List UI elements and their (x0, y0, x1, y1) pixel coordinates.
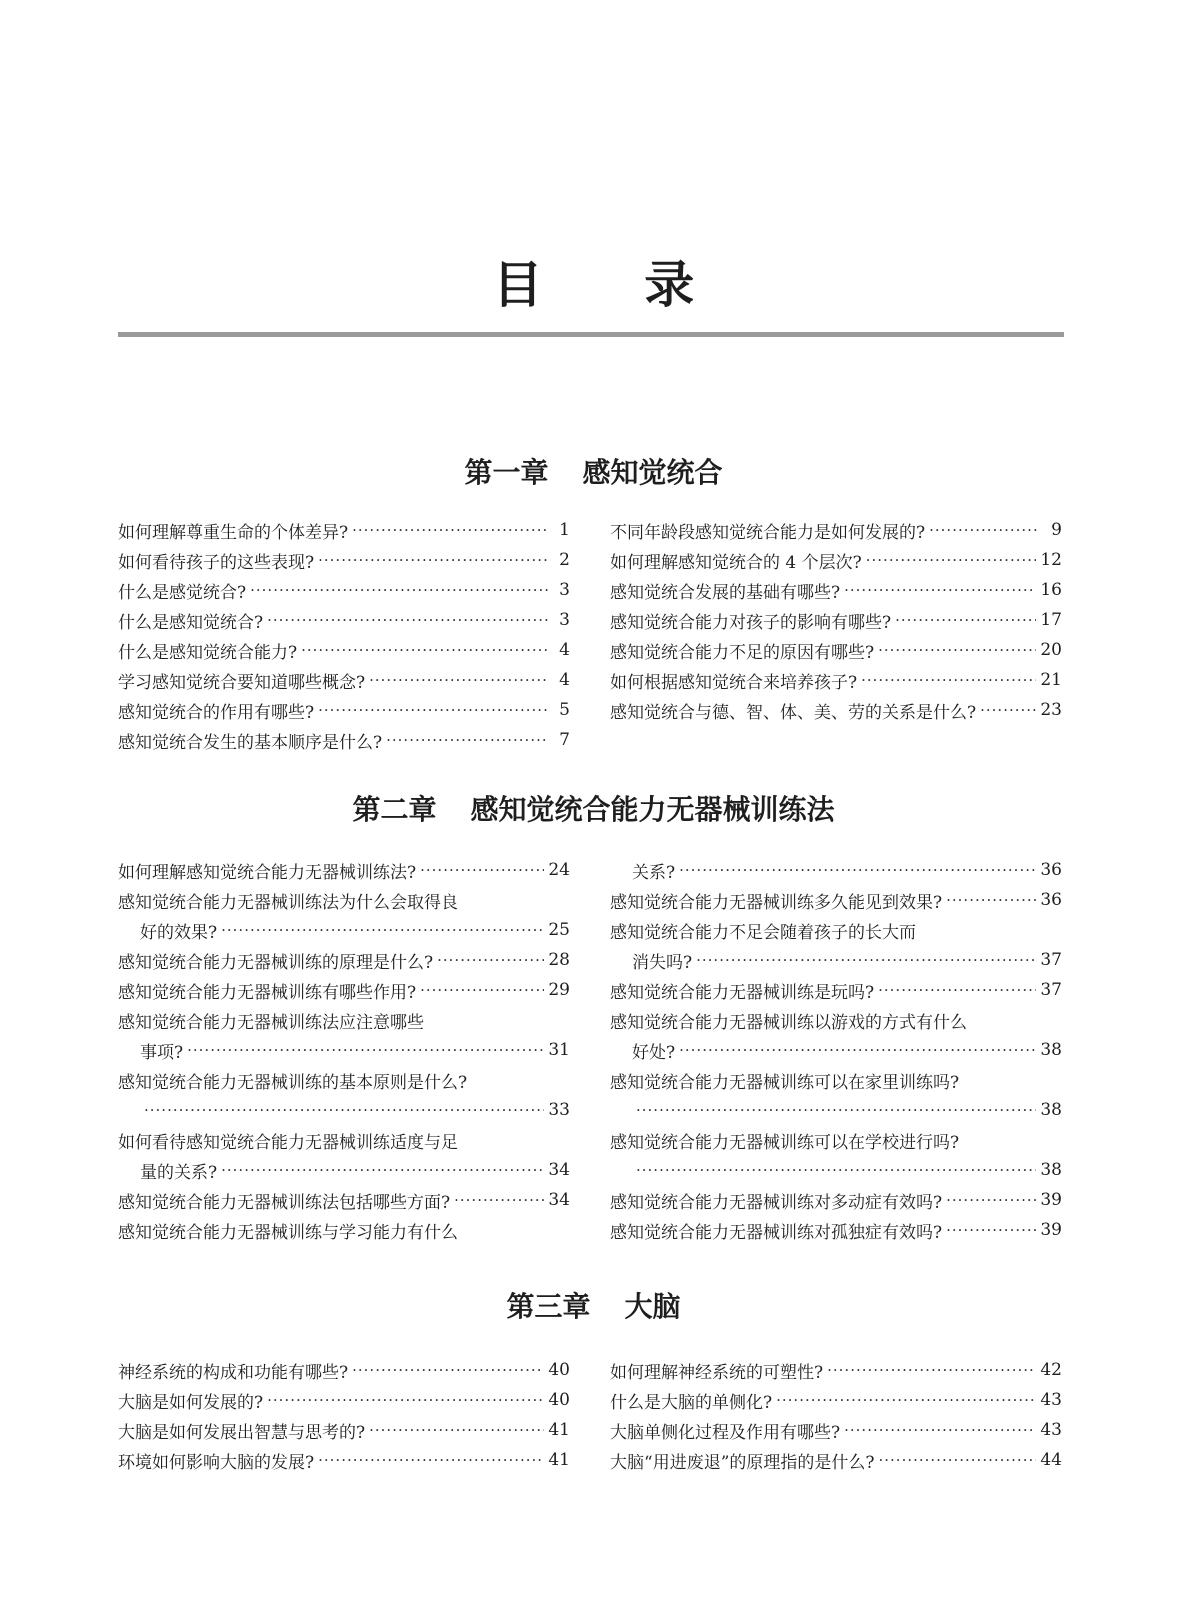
toc-entry-wrapped[interactable]: 感知觉统合能力无器械训练与学习能力有什么 (118, 1222, 458, 1243)
toc-entry[interactable]: 感知觉统合的作用有哪些? ····· 5 (118, 695, 570, 725)
toc-entry-continuation[interactable]: 关系? ····· 36 (610, 855, 1062, 885)
toc-entry[interactable]: 感知觉统合能力无器械训练有哪些作用? ····· 29 (118, 975, 570, 1005)
toc-entry-continuation[interactable]: 量的关系? ····· 34 (118, 1155, 570, 1185)
toc-entry[interactable]: 大脑是如何发展出智慧与思考的? ····· 41 (118, 1415, 570, 1445)
toc-entry-wrapped[interactable]: 感知觉统合能力无器械训练的基本原则是什么? (118, 1072, 468, 1093)
toc-entry[interactable]: 感知觉统合能力不足的原因有哪些? ····· 20 (610, 635, 1062, 665)
toc-entry[interactable]: 感知觉统合与德、智、体、美、劳的关系是什么? ····· 23 (610, 695, 1062, 725)
toc-entry[interactable]: 什么是大脑的单侧化? ····· 43 (610, 1385, 1062, 1415)
toc-entry[interactable]: 什么是感知觉统合? ····· 3 (118, 605, 570, 635)
chapter-number: 第一章 (464, 456, 549, 489)
toc-entry-wrapped[interactable]: 感知觉统合能力不足会随着孩子的长大而 (610, 922, 916, 943)
toc-entry[interactable]: 感知觉统合能力无器械训练是玩吗? ····· 37 (610, 975, 1062, 1005)
toc-entry[interactable]: 感知觉统合能力对孩子的影响有哪些? ····· 17 (610, 605, 1062, 635)
chapter-number: 第二章 (352, 793, 437, 826)
toc-entry-wrapped[interactable]: 感知觉统合能力无器械训练可以在家里训练吗? (610, 1072, 960, 1093)
toc-entry[interactable]: 感知觉统合发生的基本顺序是什么? ····· 7 (118, 725, 570, 755)
toc-entry-wrapped[interactable]: 感知觉统合能力无器械训练法应注意哪些 (118, 1012, 424, 1033)
toc-entry[interactable]: 学习感知觉统合要知道哪些概念? ····· 4 (118, 665, 570, 695)
chapter-title: 大脑 (624, 1290, 681, 1323)
chapter-2-heading (0, 790, 1187, 830)
toc-entry-wrapped[interactable]: 感知觉统合能力无器械训练可以在学校进行吗? (610, 1132, 960, 1153)
toc-entry-continuation[interactable]: 事项? ····· 31 (118, 1035, 570, 1065)
toc-entry-wrapped[interactable]: 感知觉统合能力无器械训练以游戏的方式有什么 (610, 1012, 967, 1033)
toc-entry[interactable]: 感知觉统合能力无器械训练对多动症有效吗? ····· 39 (610, 1185, 1062, 1215)
toc-entry[interactable]: 如何理解神经系统的可塑性? ····· 42 (610, 1355, 1062, 1385)
toc-entry-continuation[interactable]: ····· 33 (118, 1095, 570, 1125)
toc-entry[interactable]: 神经系统的构成和功能有哪些? ····· 40 (118, 1355, 570, 1385)
toc-entry[interactable]: 如何根据感知觉统合来培养孩子? ····· 21 (610, 665, 1062, 695)
chapter-title: 感知觉统合能力无器械训练法 (470, 793, 835, 826)
toc-entry[interactable]: 如何看待孩子的这些表现? ····· 2 (118, 545, 570, 575)
title-divider (118, 332, 1064, 337)
chapter-title: 感知觉统合 (582, 456, 723, 489)
chapter-1-heading (0, 453, 1187, 493)
toc-entry[interactable]: 环境如何影响大脑的发展? ····· 41 (118, 1445, 570, 1475)
toc-entry-continuation[interactable]: 好的效果? ····· 25 (118, 915, 570, 945)
chapter-3-right-column (610, 1355, 1062, 1475)
chapter-1-right-column (610, 515, 1062, 725)
toc-entry[interactable]: 感知觉统合能力无器械训练对孤独症有效吗? ····· 39 (610, 1215, 1062, 1245)
chapter-2-right-column (610, 855, 1062, 1245)
toc-entry[interactable]: 大脑单侧化过程及作用有哪些? ····· 43 (610, 1415, 1062, 1445)
toc-entry-wrapped[interactable]: 感知觉统合能力无器械训练法为什么会取得良 (118, 892, 458, 913)
chapter-1-left-column (118, 515, 570, 755)
chapter-3-heading (0, 1287, 1187, 1327)
page-title: 目 录 (492, 256, 737, 314)
toc-entry[interactable]: 不同年龄段感知觉统合能力是如何发展的? ····· 9 (610, 515, 1062, 545)
chapter-3-left-column (118, 1355, 570, 1475)
toc-entry[interactable]: 感知觉统合能力无器械训练的原理是什么? ····· 28 (118, 945, 570, 975)
toc-entry[interactable]: 什么是感知觉统合能力? ····· 4 (118, 635, 570, 665)
chapter-2-left-column (118, 855, 570, 1245)
chapter-number: 第三章 (506, 1290, 591, 1323)
toc-entry[interactable]: 感知觉统合发展的基础有哪些? ····· 16 (610, 575, 1062, 605)
toc-entry[interactable]: 什么是感觉统合? ····· 3 (118, 575, 570, 605)
toc-entry[interactable]: 感知觉统合能力无器械训练法包括哪些方面? ····· 34 (118, 1185, 570, 1215)
toc-entry[interactable]: 如何理解感知觉统合的 4 个层次? ····· 12 (610, 545, 1062, 575)
toc-entry[interactable]: 感知觉统合能力无器械训练多久能见到效果? ····· 36 (610, 885, 1062, 915)
toc-entry-continuation[interactable]: ····· 38 (610, 1155, 1062, 1185)
toc-entry[interactable]: 如何理解尊重生命的个体差异? ····· 1 (118, 515, 570, 545)
toc-entry-wrapped[interactable]: 如何看待感知觉统合能力无器械训练适度与足 (118, 1132, 458, 1153)
toc-entry-continuation[interactable]: 消失吗? ····· 37 (610, 945, 1062, 975)
toc-entry-continuation[interactable]: 好处? ····· 38 (610, 1035, 1062, 1065)
toc-entry-continuation[interactable]: ····· 38 (610, 1095, 1062, 1125)
toc-entry[interactable]: 大脑是如何发展的? ····· 40 (118, 1385, 570, 1415)
toc-entry[interactable]: 大脑“用进废退”的原理指的是什么? ····· 44 (610, 1445, 1062, 1475)
toc-entry[interactable]: 如何理解感知觉统合能力无器械训练法? ····· 24 (118, 855, 570, 885)
